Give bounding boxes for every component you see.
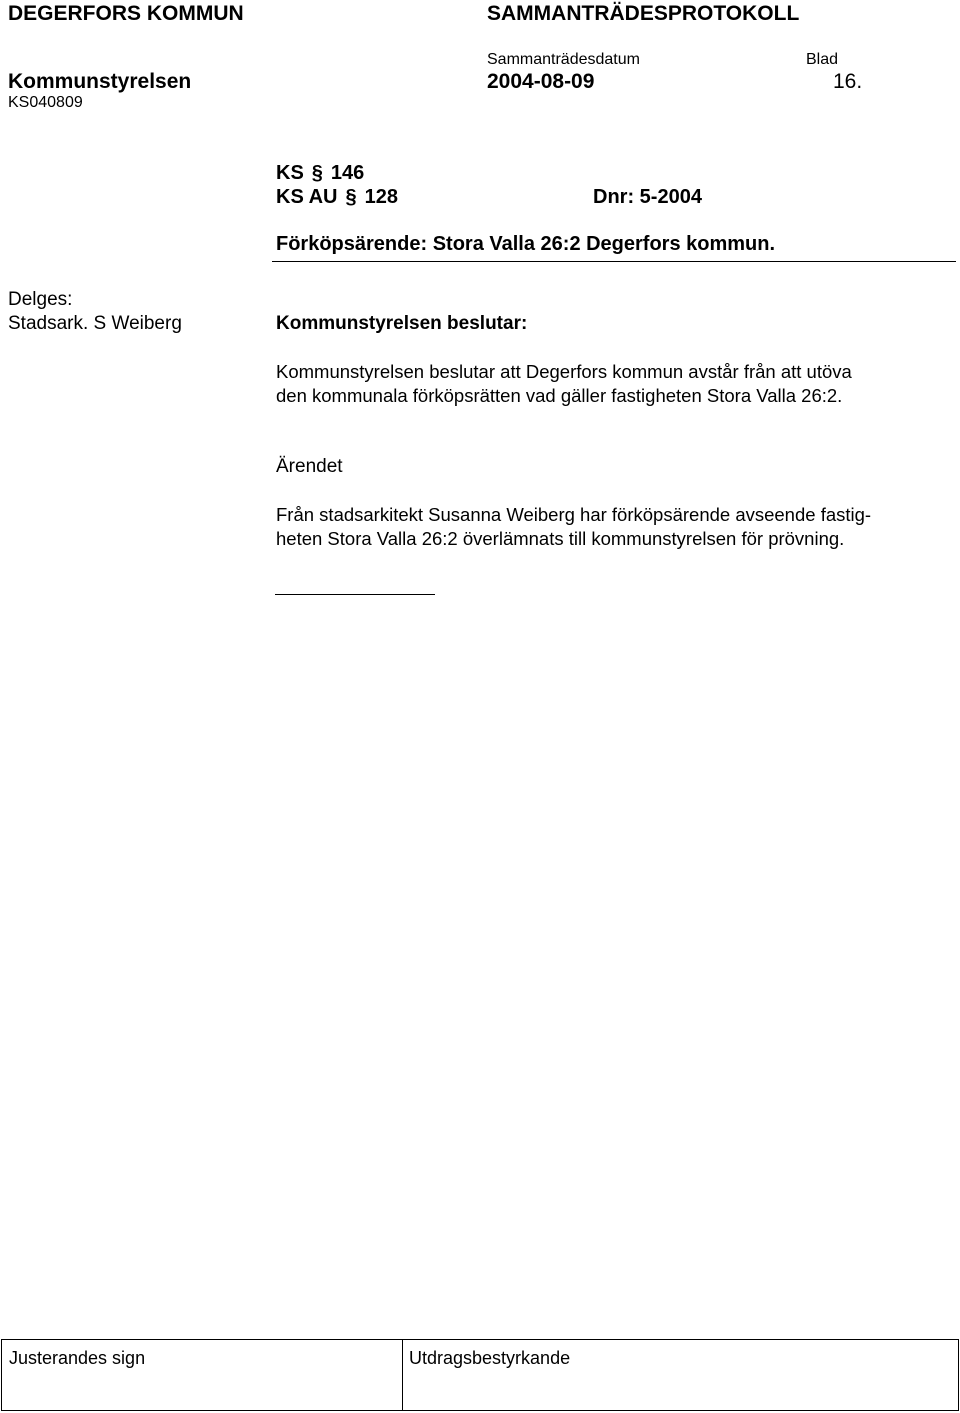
- ksau-number: 128: [364, 186, 398, 208]
- page-label: Blad: [806, 51, 839, 68]
- distribution-recipient: Stadsark. S Weiberg: [8, 313, 182, 334]
- decision-line-2: den kommunala förköpsrätten vad gäller fastigheten Stora Valla 26:2.: [276, 385, 843, 406]
- page-number: 16.: [833, 70, 863, 93]
- footer-divider: [402, 1340, 403, 1410]
- section-symbol-icon: §: [311, 162, 323, 184]
- case-title: Förköpsärende: Stora Valla 26:2 Degerfors kommun.: [276, 233, 776, 255]
- matter-heading: Ärendet: [276, 456, 343, 477]
- meeting-date-label: Sammanträdesdatum: [487, 51, 640, 68]
- meeting-date: 2004-08-09: [487, 70, 595, 93]
- ksau-paragraph: [276, 186, 398, 209]
- extract-certification-label: Utdragsbestyrkande: [409, 1348, 571, 1368]
- section-end-rule: [275, 594, 435, 595]
- document-reference: KS040809: [8, 94, 83, 111]
- governing-body: Kommunstyrelsen: [8, 70, 192, 93]
- matter-line-1: Från stadsarkitekt Susanna Weiberg har förköpsärende avseende fastig-: [276, 504, 872, 525]
- document-type: SAMMANTRÄDESPROTOKOLL: [487, 2, 800, 25]
- adjuster-signature-label: Justerandes sign: [9, 1348, 146, 1368]
- distribution-label: Delges:: [8, 289, 73, 310]
- decision-heading: Kommunstyrelsen beslutar:: [276, 313, 528, 334]
- section-symbol-icon: §: [345, 186, 357, 208]
- diary-number: Dnr: 5-2004: [593, 186, 702, 208]
- signature-footer: [1, 1339, 959, 1411]
- decision-line-1: Kommunstyrelsen beslutar att Degerfors kommun avstår från att utöva: [276, 361, 852, 382]
- title-underline: [272, 261, 956, 262]
- ksau-prefix: KS AU: [276, 186, 338, 208]
- ks-paragraph: [276, 162, 364, 185]
- ks-prefix: KS: [276, 162, 304, 184]
- matter-line-2: heten Stora Valla 26:2 överlämnats till kommunstyrelsen för prövning.: [276, 528, 845, 549]
- organization-name: DEGERFORS KOMMUN: [8, 2, 244, 25]
- ks-number: 146: [330, 162, 365, 184]
